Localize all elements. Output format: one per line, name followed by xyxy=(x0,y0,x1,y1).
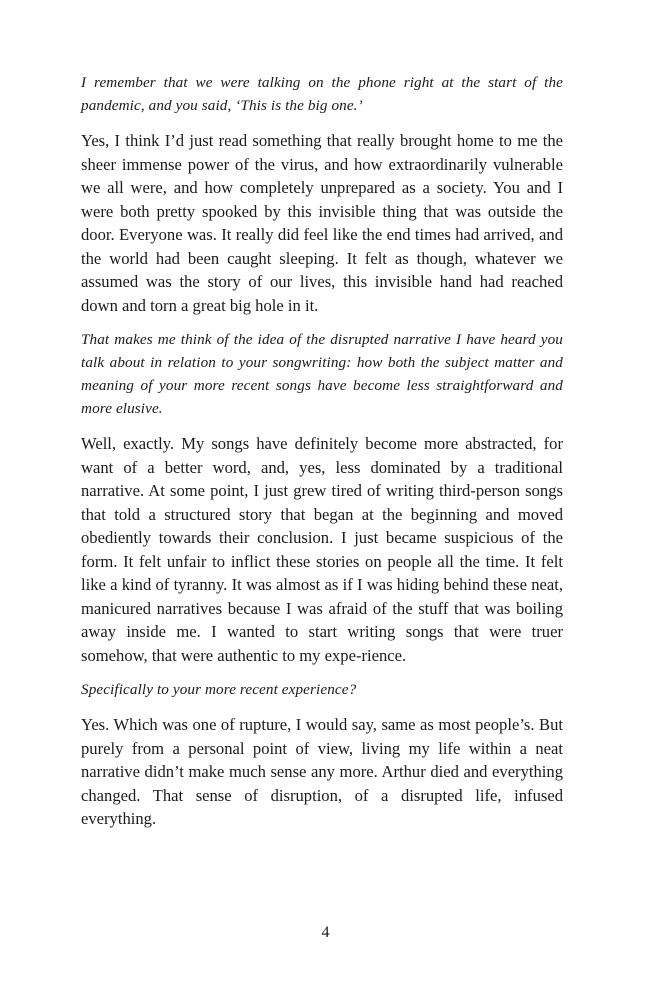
interview-question: That makes me think of the idea of the disrupted narrative I have heard you talk about in relation to your songwriting: how both the subject matter and meaning of your more recent songs have become less straightforward and more elusive. xyxy=(81,331,563,417)
book-page-body xyxy=(81,71,563,831)
interview-answer: Well, exactly. My songs have definitely become more abstracted, for want of a better word, and, yes, less dominated by a traditional narrative. At some point, I just grew tired of writing third-person songs that told a structured story that began at the beginning and moved obediently towards their conclusion. I just became suspicious of the form. It felt unfair to inflict these stories on people all the time. It felt like a kind of tyranny. It was almost as if I was hiding behind these neat, manicured narratives because I was afraid of the stuff that was boiling away inside me. I wanted to start writing songs that were truer somehow, that were authentic to my expe-rience. xyxy=(81,434,563,665)
interview-answer: Yes. Which was one of rupture, I would say, same as most people’s. But purely from a personal point of view, living my life within a neat narrative didn’t make much sense any more. Arthur died and everything changed. That sense of disruption, of a disrupted life, infused everything. xyxy=(81,715,563,828)
page-number: 4 xyxy=(321,924,330,941)
interview-question: Specifically to your more recent experience? xyxy=(81,681,357,698)
interview-answer: Yes, I think I’d just read something that really brought home to me the sheer immense power of the virus, and how extraordinarily vulnerable we all were, and how completely unprepared as a society. You and I were both pretty spooked by this invisible thing that was outside the door. Everyone was. It really did feel like the end times had arrived, and the world had been caught sleeping. It felt as though, whatever we assumed was the story of our lives, this invisible hand had reached down and torn a great big hole in it. xyxy=(81,131,563,315)
interview-question: I remember that we were talking on the phone right at the start of the pandemic, and you said, ‘This is the big one.’ xyxy=(81,74,563,114)
